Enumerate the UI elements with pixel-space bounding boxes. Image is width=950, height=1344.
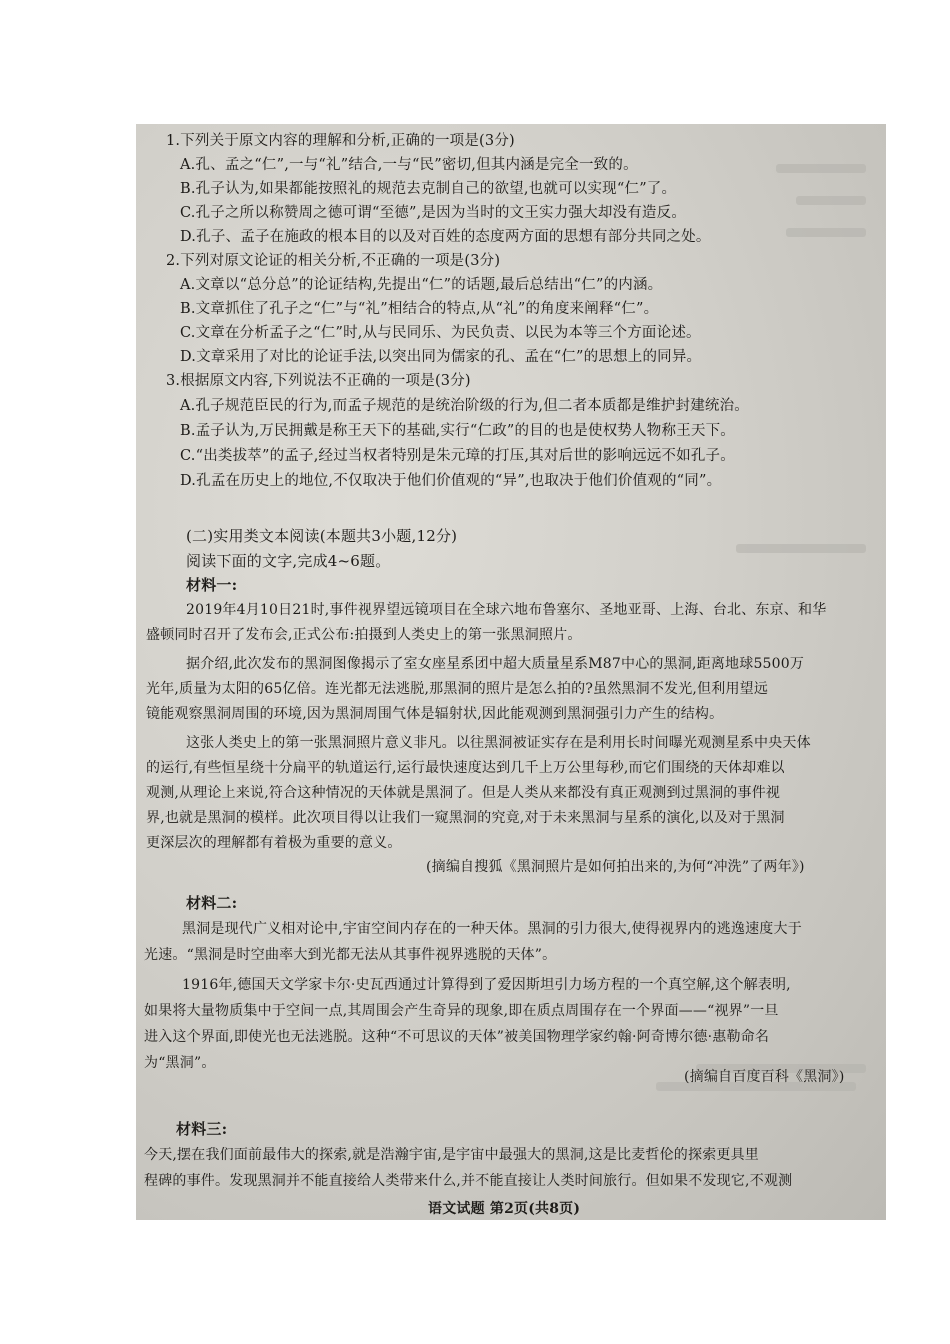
question-2-option-a: A.文章以“总分总”的论证结构,先提出“仁”的话题,最后总结出“仁”的内涵。 xyxy=(180,277,663,293)
question-1-option-c: C.孔子之所以称赞周之德可谓“至德”,是因为当时的文王实力强大却没有造反。 xyxy=(180,205,687,221)
bleed-through-mark xyxy=(786,228,866,237)
paragraph-line: 2019年4月10日21时,事件视界望远镜项目在全球六地布鲁塞尔、圣地亚哥、上海、台北、东京、和华 xyxy=(186,602,827,618)
paragraph-line: 1916年,德国天文学家卡尔·史瓦西通过计算得到了爱因斯坦引力场方程的一个真空解,这个解表明, xyxy=(182,977,791,993)
paragraph-line: 的运行,有些恒星绕十分扁平的轨道运行,运行最快速度达到几千上万公里每秒,而它们围绕的天体却难以 xyxy=(146,760,785,776)
page-footer: 语文试题 第2页(共8页) xyxy=(428,1201,581,1217)
paragraph-line: 据介绍,此次发布的黑洞图像揭示了室女座星系团中超大质量星系M87中心的黑洞,距离地球5500万 xyxy=(186,656,805,672)
question-2-option-c: C.文章在分析孟子之“仁”时,从与民同乐、为民负责、以民为本等三个方面论述。 xyxy=(180,325,701,341)
question-2-option-b: B.文章抓住了孔子之“仁”与“礼”相结合的特点,从“礼”的角度来阐释“仁”。 xyxy=(180,301,659,317)
material-1-source: (摘编自搜狐《黑洞照片是如何拍出来的,为何“冲洗”了两年》) xyxy=(426,859,805,875)
section-heading: (二)实用类文本阅读(本题共3小题,12分) xyxy=(186,527,458,545)
section-instruction: 阅读下面的文字,完成4~6题。 xyxy=(186,552,391,570)
question-2-option-d: D.文章采用了对比的论证手法,以突出同为儒家的孔、孟在“仁”的思想上的同异。 xyxy=(180,349,702,365)
question-3-stem: 3.根据原文内容,下列说法不正确的一项是(3分) xyxy=(166,373,471,389)
document-photo xyxy=(136,124,886,1220)
paragraph-line: 更深层次的理解都有着极为重要的意义。 xyxy=(146,835,402,851)
material-2-source: (摘编自百度百科《黑洞》) xyxy=(684,1069,845,1085)
question-3-option-b: B.孟子认为,万民拥戴是称王天下的基础,实行“仁政”的目的也是使权势人物称王天下。 xyxy=(180,423,736,439)
bleed-through-mark xyxy=(776,164,866,173)
paragraph-line: 为“黑洞”。 xyxy=(144,1055,216,1071)
paragraph-line: 镜能观察黑洞周围的环境,因为黑洞周围气体是辐射状,因此能观测到黑洞强引力产生的结构。 xyxy=(146,706,724,722)
paragraph-line: 如果将大量物质集中于空间一点,其周围会产生奇异的现象,即在质点周围存在一个界面——“视界”一旦 xyxy=(144,1003,779,1019)
question-1-option-b: B.孔子认为,如果都能按照礼的规范去克制自己的欲望,也就可以实现“仁”了。 xyxy=(180,181,677,197)
material-3-title: 材料三: xyxy=(176,1120,228,1138)
paragraph-line: 光速。“黑洞是时空曲率大到光都无法从其事件视界逃脱的天体”。 xyxy=(144,947,557,963)
paragraph-line: 进入这个界面,即使光也无法逃脱。这种“不可思议的天体”被美国物理学家约翰·阿奇博尔德·惠勒命名 xyxy=(144,1029,770,1045)
material-2-title: 材料二: xyxy=(186,894,238,912)
paragraph-line: 今天,摆在我们面前最伟大的探索,就是浩瀚宇宙,是宇宙中最强大的黑洞,这是比麦哲伦的探索更具里 xyxy=(144,1147,759,1163)
bleed-through-mark xyxy=(796,196,866,205)
question-2-stem: 2.下列对原文论证的相关分析,不正确的一项是(3分) xyxy=(166,253,501,269)
material-1-title: 材料一: xyxy=(186,576,238,594)
question-3-option-c: C.“出类拔萃”的孟子,经过当权者特别是朱元璋的打压,其对后世的影响远远不如孔子。 xyxy=(180,448,735,464)
question-1-option-a: A.孔、孟之“仁”,一与“礼”结合,一与“民”密切,但其内涵是完全一致的。 xyxy=(180,157,638,173)
paragraph-line: 程碑的事件。发现黑洞并不能直接给人类带来什么,并不能直接让人类时间旅行。但如果不发现它,不观测 xyxy=(144,1173,793,1189)
paragraph-line: 黑洞是现代广义相对论中,宇宙空间内存在的一种天体。黑洞的引力很大,使得视界内的逃逸速度大于 xyxy=(182,921,802,937)
question-3-option-d: D.孔孟在历史上的地位,不仅取决于他们价值观的“异”,也取决于他们价值观的“同”。 xyxy=(180,473,722,489)
paragraph-line: 界,也就是黑洞的模样。此次项目得以让我们一窥黑洞的究竟,对于未来黑洞与星系的演化,以及对于黑洞 xyxy=(146,810,785,826)
question-1-stem: 1.下列关于原文内容的理解和分析,正确的一项是(3分) xyxy=(166,133,515,149)
paragraph-line: 盛顿同时召开了发布会,正式公布:拍摄到人类史上的第一张黑洞照片。 xyxy=(146,627,582,643)
bleed-through-mark xyxy=(736,544,866,553)
paragraph-line: 这张人类史上的第一张黑洞照片意义非凡。以往黑洞被证实存在是利用长时间曝光观测星系中央天体 xyxy=(186,735,811,751)
paragraph-line: 光年,质量为太阳的65亿倍。连光都无法逃脱,那黑洞的照片是怎么拍的?虽然黑洞不发光,但利用望远 xyxy=(146,681,769,697)
paragraph-line: 观测,从理论上来说,符合这种情况的天体就是黑洞了。但是人类从来都没有真正观测到过黑洞的事件视 xyxy=(146,785,781,801)
question-1-option-d: D.孔子、孟子在施政的根本目的以及对百姓的态度两方面的思想有部分共同之处。 xyxy=(180,229,711,245)
question-3-option-a: A.孔子规范臣民的行为,而孟子规范的是统治阶级的行为,但二者本质都是维护封建统治。 xyxy=(180,398,749,414)
